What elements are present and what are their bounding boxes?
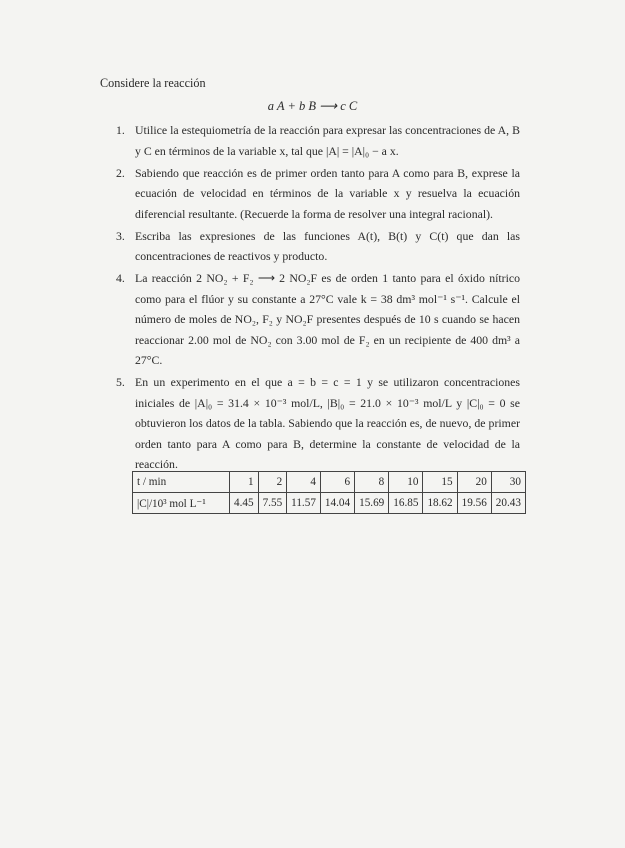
table-cell: 14.04 [320,493,354,514]
row-header-time: t / min [133,472,230,493]
problem-item [118,120,520,161]
problem-number: 4. [116,271,125,285]
table-cell: 2 [258,472,287,493]
table-cell: 15.69 [355,493,389,514]
table-cell: 18.62 [423,493,457,514]
problem-number: 3. [116,228,125,243]
table-cell: 6 [320,472,354,493]
data-table [132,471,526,514]
data-table-container [132,471,526,514]
problem-text: En un experimento en el que a = b = c = 1 y se utilizaron concentraciones iniciales de |A|₀ = 31.4 × 10⁻³ mol/L, |B|₀ = 21.0 × 10⁻³ mol/L y |C|₀ = 0 se obtuvieron los datos de la tabla. Sabiendo que la reacción es, de nuevo, de primer orden tanto para A como para B, determine la constante de velocidad de la reacción. [135,375,520,471]
problem-text: Escriba las expresiones de las funciones A(t), B(t) y C(t) que dan las concentraciones de reactivos y producto. [135,228,520,263]
problem-number: 1. [116,123,125,137]
reaction-equation: a A + b B ⟶ c C [267,99,358,113]
table-cell: 19.56 [457,493,491,514]
table-cell: 7.55 [258,493,287,514]
problem-item [118,163,520,225]
problem-text: La reacción 2 NO₂ + F₂ ⟶ 2 NO₂F es de orden 1 tanto para el óxido nítrico como para el flúor y su constante a 27°C vale k = 38 dm³ mol⁻¹ s⁻¹. Calcule el número de moles de NO₂, F₂ y NO₂F presentes después de 10 s cuando se hacen reaccionar 2.00 mol de NO₂ con 3.00 mol de F₂ en un recipiente de 400 dm³ a 27°C. [135,271,520,367]
problem-item [118,226,520,267]
table-row-concentration [133,493,526,514]
table-cell: 1 [230,472,259,493]
table-cell: 20.43 [491,493,525,514]
table-cell: 20 [457,472,491,493]
table-cell: 30 [491,472,525,493]
problem-text: Sabiendo que reacción es de primer orden tanto para A como para B, exprese la ecuación de velocidad en términos de la variable x y resuelva la ecuación diferencial resultante. (Recuerde la forma de resolver una integral racional). [135,165,520,221]
problem-item [118,268,520,371]
problem-number: 5. [116,375,125,389]
problem-number: 2. [116,165,125,180]
table-cell: 8 [355,472,389,493]
table-cell: 11.57 [287,493,321,514]
row-header-concentration: |C|/10³ mol L⁻¹ [133,493,230,514]
table-cell: 16.85 [389,493,423,514]
table-cell: 4 [287,472,321,493]
intro-text: Considere la reacción [100,76,206,90]
table-cell: 15 [423,472,457,493]
table-cell: 10 [389,472,423,493]
problem-item [118,372,520,475]
table-cell: 4.45 [230,493,259,514]
problem-text: Utilice la estequiometría de la reacción para expresar las concentraciones de A, B y C en términos de la variable x, tal que |A| = |A|₀ − a x. [135,123,520,158]
problem-list [118,120,520,476]
table-row-time [133,472,526,493]
